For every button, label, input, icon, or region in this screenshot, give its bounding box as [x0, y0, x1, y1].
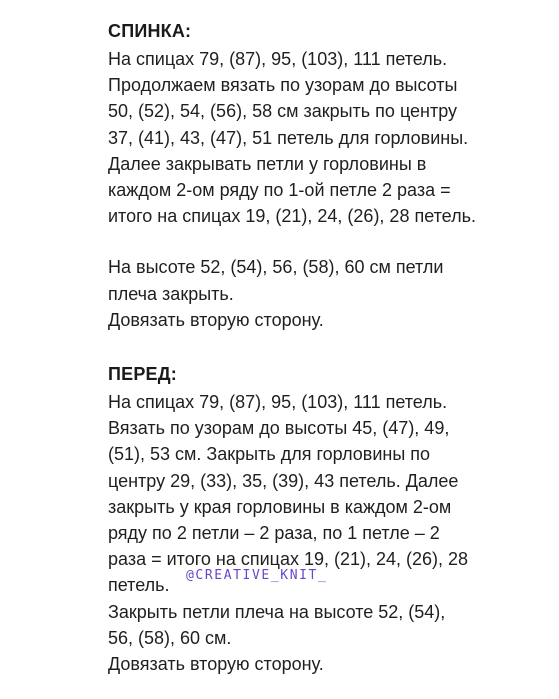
text-line: итого на спицах 19, (21), 24, (26), 28 петель.	[108, 206, 476, 227]
text-line: 37, (41), 43, (47), 51 петель для горловины.	[108, 127, 469, 148]
text-line: Далее закрывать петли у горловины в	[108, 153, 427, 174]
watermark-handle: @CREATIVE_KNIT_	[186, 568, 328, 583]
text-line: Довязать вторую сторону.	[108, 654, 324, 675]
text-line: На спицах 79, (87), 95, (103), 111 петель.	[108, 49, 448, 69]
text-line: На спицах 79, (87), 95, (103), 111 петель.	[108, 392, 448, 412]
text-line: петель.	[108, 575, 170, 596]
text-line: Продолжаем вязать по узорам до высоты	[108, 75, 458, 96]
text-line: закрыть у края горловины в каждом 2-ом	[108, 496, 452, 517]
text-line: плеча закрыть.	[108, 283, 234, 304]
text-line: центру 29, (33), 35, (39), 43 петель. Далее	[108, 470, 459, 491]
front-paragraph	[108, 389, 528, 677]
text-line: Вязать по узорам до высоты 45, (47), 49,	[108, 418, 450, 439]
back-paragraph-1	[108, 46, 528, 229]
section-title-front: ПЕРЕД:	[108, 364, 177, 384]
text-line: Довязать вторую сторону.	[108, 309, 324, 330]
text-line: (51), 53 см. Закрыть для горловины по	[108, 444, 431, 465]
section-back	[108, 20, 528, 333]
text-line: раза = итого на спицах 19, (21), 24, (26), 28	[108, 549, 469, 570]
text-line: каждом 2-ом ряду по 1-ой петле 2 раза =	[108, 180, 451, 201]
back-paragraph-2	[108, 254, 528, 333]
text-line: На высоте 52, (54), 56, (58), 60 см петли	[108, 257, 444, 278]
text-line: 50, (52), 54, (56), 58 см закрыть по центру	[108, 101, 458, 122]
text-line: 56, (58), 60 см.	[108, 627, 232, 648]
section-front	[108, 363, 528, 677]
text-line: Закрыть петли плеча на высоте 52, (54),	[108, 601, 446, 622]
section-title-back: СПИНКА:	[108, 21, 192, 41]
text-line: ряду по 2 петли – 2 раза, по 1 петле – 2	[108, 523, 440, 544]
